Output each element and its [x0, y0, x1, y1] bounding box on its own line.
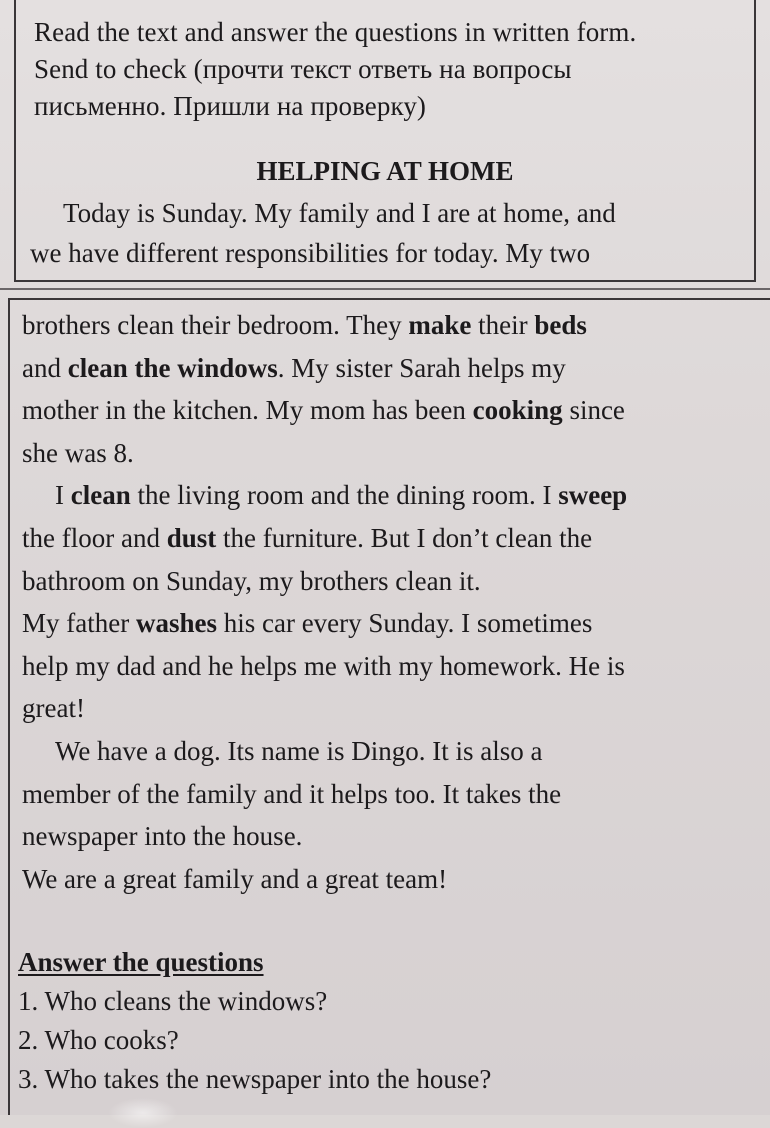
- instructions: [34, 14, 754, 125]
- keyword: dust: [166, 522, 217, 553]
- text-line: she was 8.: [22, 437, 134, 468]
- keyword: cooking: [472, 395, 563, 426]
- text-line: great!: [22, 693, 85, 724]
- question-item: 2. Who cooks?: [18, 1025, 179, 1055]
- question-item: 1. Who cleans the windows?: [18, 986, 328, 1016]
- text-line: and clean the windows. My sister Sarah helps my: [22, 352, 566, 383]
- paper-glare: [108, 1098, 178, 1128]
- text-line: bathroom on Sunday, my brothers clean it.: [22, 565, 481, 596]
- keyword: sweep: [558, 480, 628, 511]
- text-line: the floor and dust the furniture. But I don’t clean the: [22, 522, 593, 553]
- text-line: newspaper into the house.: [22, 821, 303, 852]
- instructions-line-1: Read the text and answer the questions in written form.: [34, 17, 637, 47]
- reading-text-start: [30, 193, 750, 273]
- question-item: 3. Who takes the newspaper into the house?: [18, 1064, 492, 1094]
- text-line: I clean the living room and the dining room. I sweep: [55, 480, 628, 511]
- text-line: Today is Sunday. My family and I are at home, and: [63, 198, 616, 228]
- cut-line-divider: [0, 288, 770, 290]
- text-line: help my dad and he helps me with my homework. He is: [22, 650, 625, 681]
- keyword: clean the windows: [67, 352, 278, 383]
- questions-heading: Answer the questions: [18, 947, 264, 977]
- text-line: We are a great family and a great team!: [22, 863, 448, 894]
- text-line: we have different responsibilities for today. My two: [30, 238, 591, 268]
- keyword: beds: [534, 310, 587, 340]
- text-line: member of the family and it helps too. It takes the: [22, 778, 562, 809]
- instructions-line-2: Send to check (прочти текст ответь на вопросы: [34, 54, 572, 84]
- reading-text-body: [22, 304, 762, 900]
- instructions-line-3: письменно. Пришли на проверку): [34, 91, 427, 121]
- keyword: clean: [70, 480, 131, 511]
- text-line: My father washes his car every Sunday. I sometimes: [22, 608, 593, 639]
- questions-section: [18, 943, 758, 1099]
- keyword: washes: [135, 608, 217, 639]
- text-line: We have a dog. Its name is Dingo. It is also a: [55, 735, 543, 766]
- text-title: HELPING AT HOME: [256, 156, 514, 186]
- text-line: brothers clean their bedroom. They make their beds: [22, 310, 587, 340]
- text-line: mother in the kitchen. My mom has been cooking since: [22, 395, 625, 426]
- keyword: make: [408, 310, 472, 340]
